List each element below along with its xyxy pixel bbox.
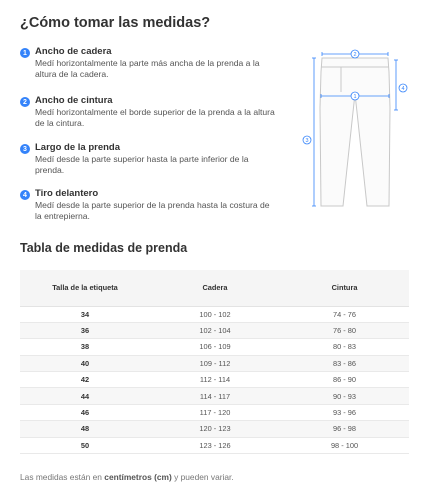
svg-text:3: 3 <box>305 138 309 145</box>
table-row <box>20 437 409 453</box>
diagram-marker-2 <box>351 50 359 58</box>
page-title: ¿Cómo tomar las medidas? <box>20 15 211 31</box>
size-label: 36 <box>20 322 150 338</box>
step-title: Tiro delantero <box>35 188 99 199</box>
column-header-waist: Cintura <box>280 270 409 306</box>
size-table <box>20 270 409 454</box>
waist-value: 96 - 98 <box>280 421 409 437</box>
step-number-badge: 2 <box>20 97 30 107</box>
size-label: 44 <box>20 388 150 404</box>
waist-value: 80 - 83 <box>280 339 409 355</box>
svg-text:2: 2 <box>353 52 357 59</box>
svg-text:1: 1 <box>353 94 357 101</box>
waist-value: 74 - 76 <box>280 306 409 322</box>
table-row <box>20 404 409 420</box>
hip-value: 109 - 112 <box>150 355 280 371</box>
step-description: Medí horizontalmente el borde superior de la prenda a la altura de la cintura. <box>35 107 275 128</box>
column-header-hip: Cadera <box>150 270 280 306</box>
step-number-badge: 3 <box>20 144 30 154</box>
hip-value: 117 - 120 <box>150 404 280 420</box>
size-label: 48 <box>20 421 150 437</box>
size-label: 50 <box>20 437 150 453</box>
table-row <box>20 339 409 355</box>
table-row <box>20 372 409 388</box>
step-title: Largo de la prenda <box>35 142 120 153</box>
size-label: 34 <box>20 306 150 322</box>
table-row <box>20 355 409 371</box>
step-description: Medí horizontalmente la parte más ancha de la prenda a la altura de la cadera. <box>35 58 260 79</box>
waist-value: 93 - 96 <box>280 404 409 420</box>
hip-value: 112 - 114 <box>150 372 280 388</box>
svg-text:4: 4 <box>401 86 405 93</box>
hip-value: 106 - 109 <box>150 339 280 355</box>
size-label: 38 <box>20 339 150 355</box>
table-row <box>20 322 409 338</box>
hip-value: 100 - 102 <box>150 306 280 322</box>
unit-label: centímetros (cm) <box>104 472 172 482</box>
hip-value: 102 - 104 <box>150 322 280 338</box>
diagram-marker-1 <box>351 92 359 100</box>
waist-value: 83 - 86 <box>280 355 409 371</box>
size-table-title: Tabla de medidas de prenda <box>20 241 188 255</box>
size-label: 40 <box>20 355 150 371</box>
step-number-badge: 4 <box>20 190 30 200</box>
step-title: Ancho de cintura <box>35 95 113 106</box>
hip-value: 120 - 123 <box>150 421 280 437</box>
column-header-size: Talla de la etiqueta <box>20 270 150 306</box>
step-description: Medí desde la parte superior de la prenda hasta la costura de la entrepierna. <box>35 200 270 221</box>
size-label: 46 <box>20 404 150 420</box>
step-description: Medí desde la parte superior hasta la parte inferior de la prenda. <box>35 154 249 175</box>
waist-value: 90 - 93 <box>280 388 409 404</box>
hip-value: 114 - 117 <box>150 388 280 404</box>
waist-value: 98 - 100 <box>280 437 409 453</box>
pants-diagram <box>300 48 410 213</box>
diagram-marker-3 <box>303 136 311 144</box>
hip-value: 123 - 126 <box>150 437 280 453</box>
table-header-row <box>20 270 409 306</box>
footer-note: Las medidas están en centímetros (cm) y pueden variar. <box>20 472 234 482</box>
waist-value: 76 - 80 <box>280 322 409 338</box>
step-number-badge: 1 <box>20 48 30 58</box>
diagram-marker-4 <box>399 84 407 92</box>
table-row <box>20 421 409 437</box>
step-title: Ancho de cadera <box>35 46 112 57</box>
waist-value: 86 - 90 <box>280 372 409 388</box>
size-label: 42 <box>20 372 150 388</box>
table-row <box>20 306 409 322</box>
pants-outline-icon <box>320 58 390 206</box>
table-row <box>20 388 409 404</box>
